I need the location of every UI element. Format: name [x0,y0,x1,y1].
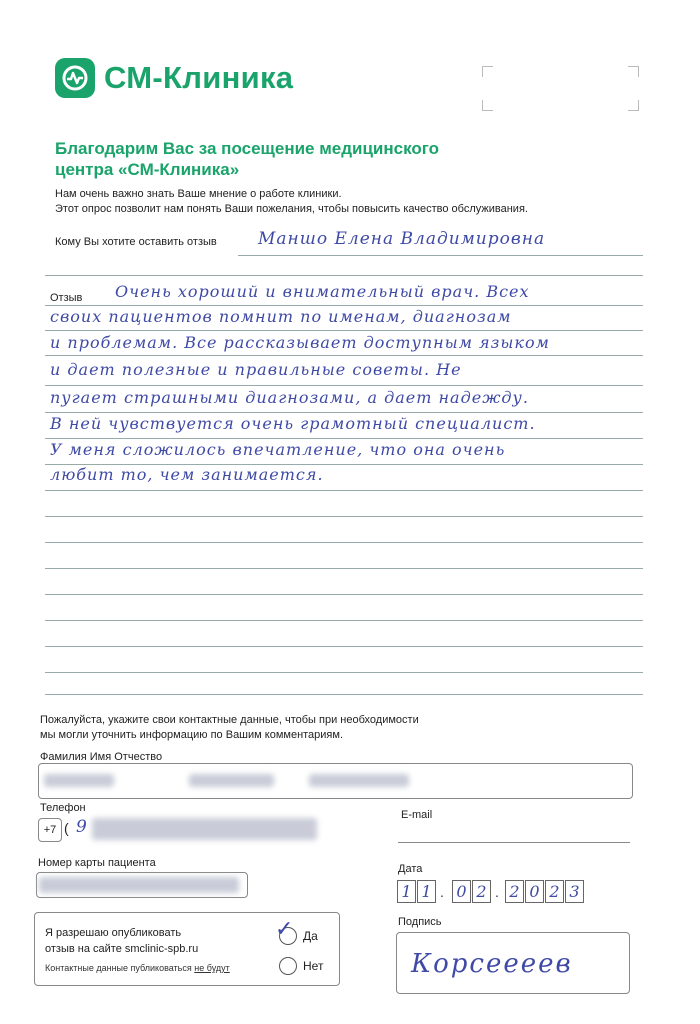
date-label: Дата [398,863,423,875]
signature-label: Подпись [398,916,442,928]
review-line: своих пациентов помнит по именам, диагнозам [50,307,512,326]
consent-box [34,912,340,986]
ruled-line [45,490,643,491]
recipient-line [238,255,643,256]
signature-field[interactable] [396,932,630,994]
check-mark-icon: ✓ [275,917,295,942]
email-field[interactable] [398,842,630,843]
corner-mark [628,66,639,77]
date-digit: 2 [545,880,564,903]
review-line: любит то, чем занимается. [50,465,324,484]
contact-prompt: Пожалуйста, укажите свои контактные данные, чтобы при необходимости мы могли уточнить информацию по Вашим комментариям. [40,714,419,741]
review-line: У меня сложилось впечатление, что она очень [50,440,506,459]
ruled-line [45,594,643,595]
review-line: Очень хороший и внимательный врач. Всех [115,282,530,301]
ruled-line [45,542,643,543]
phone-digit: 9 [76,817,88,837]
recipient-label: Кому Вы хотите оставить отзыв [55,236,217,248]
date-digit: 3 [565,880,584,903]
phone-label: Телефон [40,802,86,814]
recipient-value[interactable]: Маншо Елена Владимировна [258,229,546,249]
phone-field-redacted[interactable] [92,818,317,840]
corner-mark [628,100,639,111]
page-title: Благодарим Вас за посещение медицинского центра «СМ-Клиника» [55,139,440,179]
ruled-line [45,438,643,439]
date-digit: 0 [452,880,471,903]
ruled-line [45,620,643,621]
ruled-line [45,330,643,331]
date-digit: 1 [417,880,436,903]
date-digit: 2 [472,880,491,903]
ruled-line [45,355,643,356]
signature: Корсеееев [411,949,573,979]
ruled-line [45,694,643,695]
review-line: и дает полезные и правильные советы. Не [50,360,462,379]
phone-paren: ( [64,820,69,836]
consent-no-radio[interactable] [279,957,297,975]
redacted-text [309,774,409,787]
corner-mark [482,100,493,111]
date-separator: . [495,884,499,900]
brand-name: СМ-Клиника [104,60,294,95]
date-digit: 1 [397,880,416,903]
phone-prefix: +7 [38,818,62,842]
corner-mark [482,66,493,77]
email-label: E-mail [401,809,433,821]
intro-text: Нам очень важно знать Ваше мнение о работе клиники. Этот опрос позволит нам понять Ваши пожелания, чтобы повысить качество обслуживания. [55,188,528,215]
ruled-line [45,646,643,647]
date-digit: 2 [505,880,524,903]
review-line: и проблемам. Все рассказывает доступным языком [50,333,550,352]
review-line: пугает страшными диагнозами, а дает надежду. [50,388,529,407]
ruled-line [45,568,643,569]
ruled-line [45,305,643,306]
fio-label: Фамилия Имя Отчество [40,751,163,763]
ruled-line [45,275,643,276]
ruled-line [45,385,643,386]
review-line: В ней чувствуется очень грамотный специалист. [50,414,536,433]
ruled-line [45,672,643,673]
clinic-logo-icon [55,58,95,98]
redacted-text [189,774,274,787]
ruled-line [45,412,643,413]
card-field[interactable] [36,872,248,898]
date-separator: . [440,884,444,900]
consent-note: Контактные данные публиковаться не будут [45,963,230,973]
consent-no-label: Нет [303,959,324,973]
card-label: Номер карты пациента [38,857,156,869]
date-digit: 0 [525,880,544,903]
redacted-text [39,877,239,893]
ruled-line [45,516,643,517]
fio-field[interactable] [38,763,633,799]
review-label: Отзыв [50,292,83,304]
consent-text: Я разрешаю опубликовать отзыв на сайте smclinic-spb.ru [45,927,199,955]
consent-yes-label: Да [303,929,318,943]
redacted-text [44,774,114,787]
